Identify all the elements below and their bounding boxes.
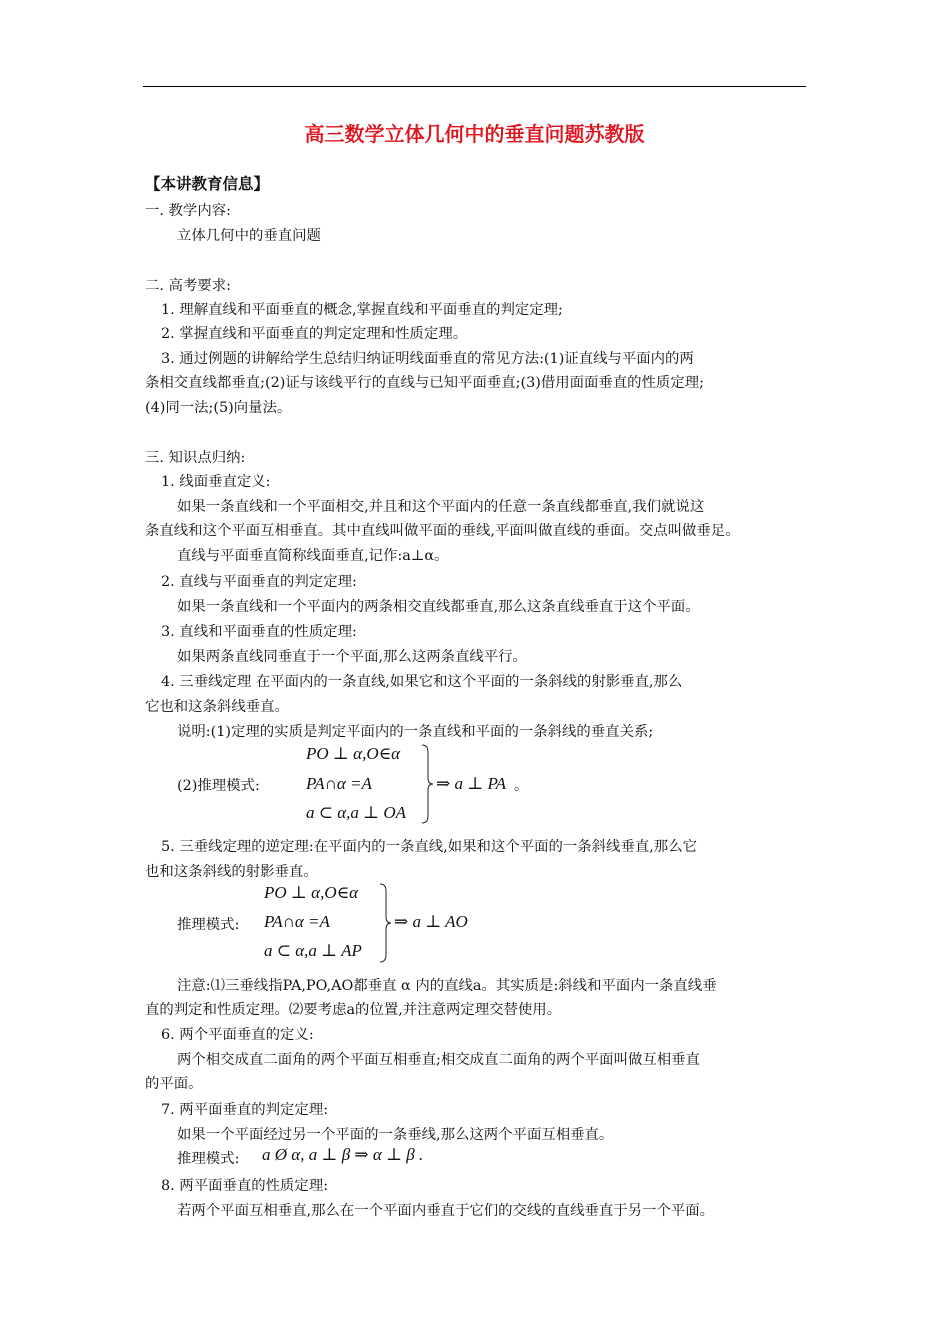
k2-head: 2. 直线与平面垂直的判定定理: [161, 574, 357, 590]
k2-body: 如果一条直线和一个平面内的两条相交直线都垂直,那么这条直线垂直于这个平面。 [177, 599, 700, 615]
k8-head: 8. 两平面垂直的性质定理: [161, 1178, 329, 1194]
k4-formula-3: a ⊂ α,a ⊥ OA [306, 803, 407, 822]
s2-item-3c: (4)同一法;(5)向量法。 [145, 400, 292, 416]
k5-note-1: 注意:⑴三垂线指PA,PO,AO都垂直 α 内的直线a。其实质是:斜线和平面内一条直线垂 [177, 978, 717, 994]
k5-formula-1: PO ⊥ α,O∈α [264, 883, 359, 902]
s2-item-2: 2. 掌握直线和平面垂直的判定定理和性质定理。 [161, 326, 468, 342]
k4-a: 4. 三垂线定理 在平面内的一条直线,如果它和这个平面的一条斜线的射影垂直,那么 [161, 674, 683, 690]
k1-head: 1. 线面垂直定义: [161, 474, 271, 490]
k4-brace [420, 744, 434, 824]
k5-brace [378, 883, 392, 963]
s2-item-1: 1. 理解直线和平面垂直的概念,掌握直线和平面垂直的判定定理; [161, 302, 563, 318]
k6-a: 两个相交成直二面角的两个平面互相垂直;相交成直二面角的两个平面叫做互相垂直 [177, 1052, 700, 1068]
header-rule [143, 86, 806, 87]
page-title: 高三数学立体几何中的垂直问题苏教版 [304, 122, 645, 146]
k4-note: 说明:(1)定理的实质是判定平面内的一条直线和平面的一条斜线的垂直关系; [177, 724, 654, 740]
k5-conclusion: ⇒ a ⊥ AO [394, 912, 468, 931]
k6-head: 6. 两个平面垂直的定义: [161, 1027, 314, 1043]
k5-b: 也和这条斜线的射影垂直。 [145, 864, 318, 880]
k5-formula-2: PA∩α =A [264, 912, 330, 931]
k6-b: 的平面。 [145, 1076, 203, 1092]
k1-b: 条直线和这个平面互相垂直。其中直线叫做平面的垂线,平面叫做直线的垂面。交点叫做垂足。 [145, 523, 740, 539]
s2-head: 二. 高考要求: [145, 278, 231, 294]
k7-a: 如果一个平面经过另一个平面的一条垂线,那么这两个平面互相垂直。 [177, 1127, 614, 1143]
k4-period: 。 [514, 778, 529, 794]
k5-formula-3: a ⊂ α,a ⊥ AP [264, 941, 362, 960]
s2-item-3b: 条相交直线都垂直;(2)证与该线平行的直线与已知平面垂直;(3)借用面面垂直的性质定理; [145, 375, 704, 391]
k5-note-2: 直的判定和性质定理。⑵要考虑a的位置,并注意两定理交替使用。 [145, 1002, 562, 1018]
k3-head: 3. 直线和平面垂直的性质定理: [161, 624, 357, 640]
k1-a: 如果一条直线和一个平面相交,并且和这个平面内的任意一条直线都垂直,我们就说这 [177, 499, 705, 515]
k4-formula-1: PO ⊥ α,O∈α [306, 744, 401, 763]
k4-pattern-label: (2)推理模式: [177, 778, 260, 794]
k7-pattern-label: 推理模式: [177, 1151, 240, 1167]
s3-head: 三. 知识点归纳: [145, 450, 246, 466]
s2-item-3a: 3. 通过例题的讲解给学生总结归纳证明线面垂直的常见方法:(1)证直线与平面内的两 [161, 351, 694, 367]
section-header: 【本讲教育信息】 [145, 175, 270, 193]
k4-conclusion: ⇒ a ⊥ PA [436, 774, 507, 793]
s1-head: 一. 教学内容: [145, 203, 231, 219]
k4-b: 它也和这条斜线垂直。 [145, 699, 289, 715]
k7-head: 7. 两平面垂直的判定定理: [161, 1102, 329, 1118]
k1-c: 直线与平面垂直简称线面垂直,记作:a⊥α。 [177, 548, 449, 564]
k4-formula-2: PA∩α =A [306, 774, 372, 793]
k8-body: 若两个平面互相垂直,那么在一个平面内垂直于它们的交线的直线垂直于另一个平面。 [177, 1203, 715, 1219]
k3-body: 如果两条直线同垂直于一个平面,那么这两条直线平行。 [177, 649, 527, 665]
k7-formula: a Ø α, a ⊥ β ⇒ α ⊥ β . [262, 1145, 424, 1164]
s1-body: 立体几何中的垂直问题 [177, 228, 321, 244]
k5-a: 5. 三垂线定理的逆定理:在平面内的一条直线,如果和这个平面的一条斜线垂直,那么它 [161, 839, 697, 855]
k5-pattern-label: 推理模式: [177, 917, 240, 933]
